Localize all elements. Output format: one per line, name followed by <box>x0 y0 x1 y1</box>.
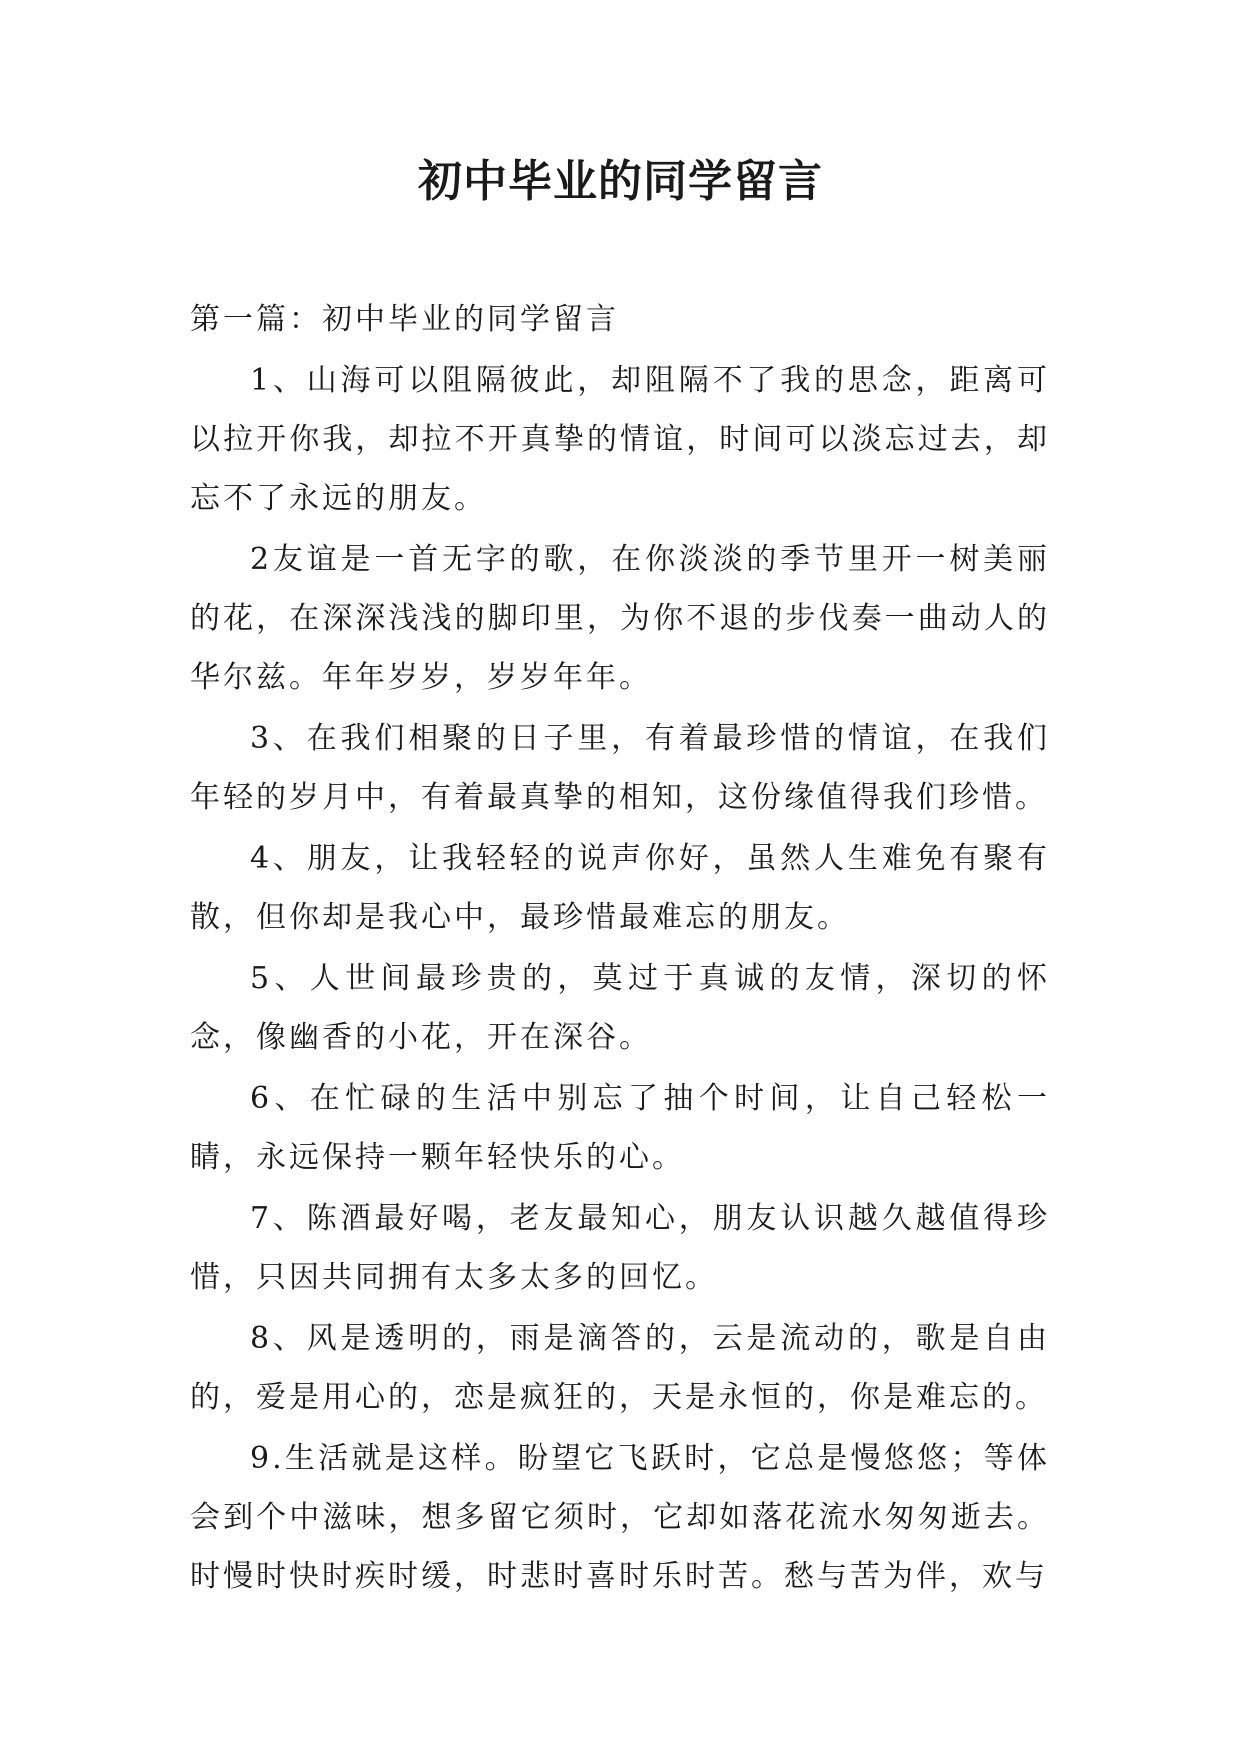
paragraph-4: 4、朋友，让我轻轻的说声你好，虽然人生难免有聚有散，但你却是我心中，最珍惜最难忘的朋友。 <box>190 841 1050 935</box>
paragraph-8: 8、风是透明的，雨是滴答的，云是流动的，歌是自由的，爱是用心的，恋是疯狂的，天是永恒的，你是难忘的。 <box>190 1321 1050 1415</box>
paragraph-3: 3、在我们相聚的日子里，有着最珍惜的情谊，在我们年轻的岁月中，有着最真挚的相知，这份缘值得我们珍惜。 <box>190 721 1050 815</box>
paragraph-2: 2友谊是一首无字的歌，在你淡淡的季节里开一树美丽的花，在深深浅浅的脚印里，为你不退的步伐奏一曲动人的华尔兹。年年岁岁，岁岁年年。 <box>190 542 1050 695</box>
paragraph-5: 5、人世间最珍贵的，莫过于真诚的友情，深切的怀念，像幽香的小花，开在深谷。 <box>190 961 1050 1055</box>
paragraph-6: 6、在忙碌的生活中别忘了抽个时间，让自己轻松一睛，永远保持一颗年轻快乐的心。 <box>190 1081 1050 1175</box>
paragraph-9: 9.生活就是这样。盼望它飞跃时，它总是慢悠悠；等体会到个中滋味，想多留它须时，它却如落花流水匆匆逝去。时慢时快时疾时缓，时悲时喜时乐时苦。愁与苦为伴，欢与 <box>190 1441 1050 1594</box>
section-heading: 第一篇：初中毕业的同学留言 <box>190 302 619 337</box>
paragraph-1: 1、山海可以阻隔彼此，却阻隔不了我的思念，距离可以拉开你我，却拉不开真挚的情谊，时间可以淡忘过去，却忘不了永远的朋友。 <box>190 363 1050 516</box>
page-title: 初中毕业的同学留言 <box>418 156 823 207</box>
paragraph-7: 7、陈酒最好喝，老友最知心，朋友认识越久越值得珍惜，只因共同拥有太多太多的回忆。 <box>190 1201 1050 1295</box>
document-body <box>190 290 1050 1608</box>
